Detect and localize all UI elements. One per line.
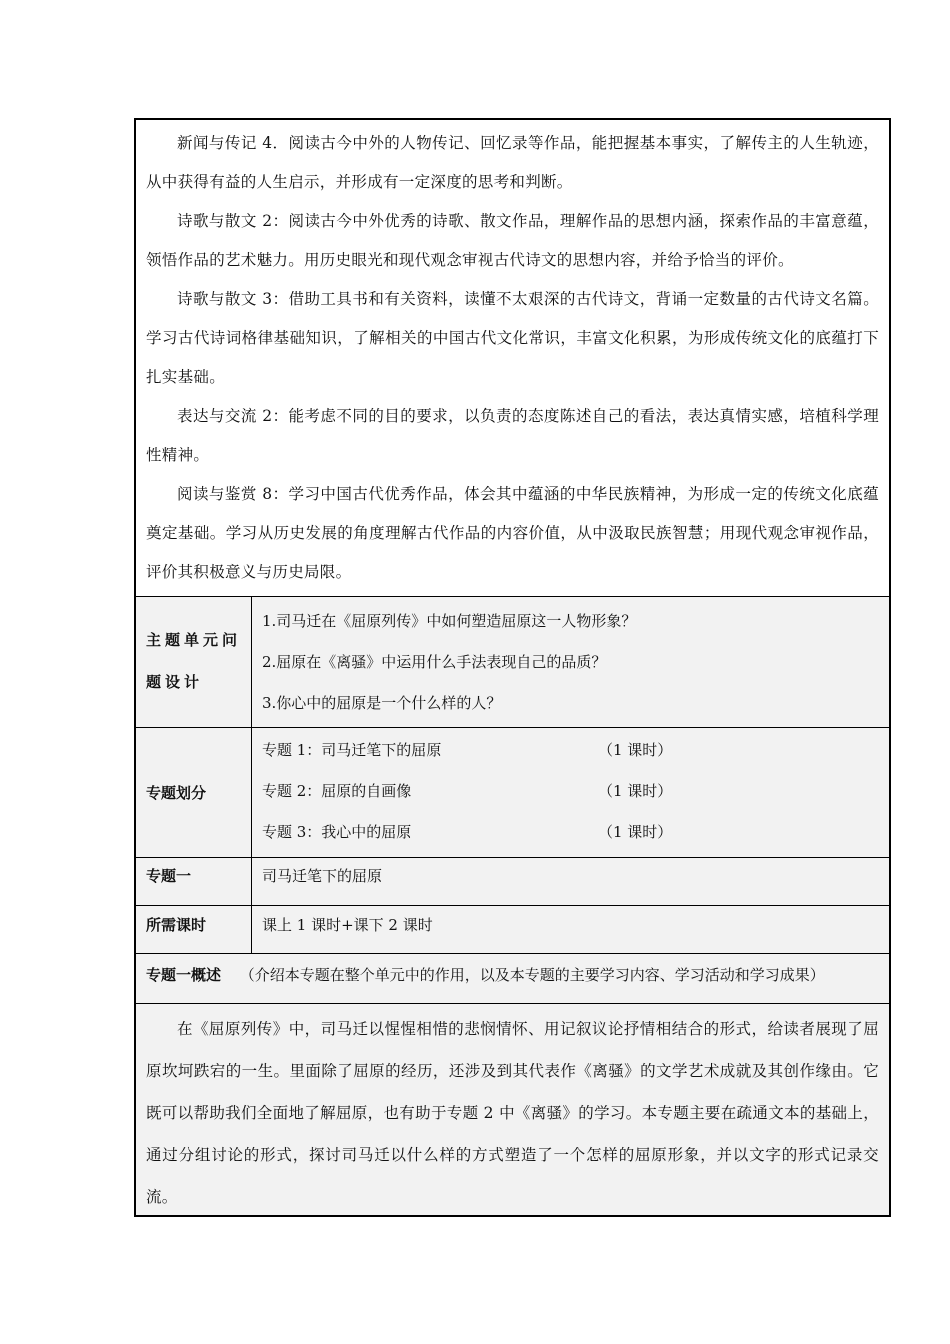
hours-row — [136, 905, 889, 953]
standard-paragraph: 表达与交流 2：能考虑不同的目的要求，以负责的态度陈述自己的看法，表达真情实感，培植科学理性精神。 — [146, 407, 879, 464]
overview-body-row — [136, 1003, 889, 1215]
topic-name: 专题 3：我心中的屈原 — [262, 823, 412, 841]
topic-item — [262, 812, 889, 853]
standard-paragraph: 新闻与传记 4．阅读古今中外的人物传记、回忆录等作品，能把握基本事实，了解传主的人生轨迹，从中获得有益的人生启示，并形成有一定深度的思考和判断。 — [146, 134, 879, 191]
question-item: 1.司马迁在《屈原列传》中如何塑造屈原这一人物形象？ — [262, 612, 637, 630]
topic-hours: （1 课时） — [598, 823, 673, 841]
topic-name: 专题 1：司马迁笔下的屈原 — [262, 741, 442, 759]
overview-body — [136, 1004, 889, 1215]
topics-row — [136, 727, 889, 857]
topic-hours: （1 课时） — [598, 782, 673, 800]
topic-one-row — [136, 857, 889, 905]
overview-header — [136, 954, 835, 1003]
topic-item — [262, 730, 889, 771]
question-item: 3.你心中的屈原是一个什么样的人？ — [262, 694, 502, 712]
questions-label: 主题单元问题设计 — [136, 597, 252, 727]
topic-hours: （1 课时） — [598, 741, 673, 759]
topics-label: 专题划分 — [136, 728, 252, 857]
hours-label: 所需课时 — [136, 906, 252, 953]
topics-list — [252, 728, 889, 857]
topic-one-value: 司马迁笔下的屈原 — [262, 867, 383, 885]
topic-name: 专题 2：屈原的自画像 — [262, 782, 412, 800]
lesson-plan-table — [134, 118, 891, 1217]
standard-paragraph: 阅读与鉴赏 8：学习中国古代优秀作品，体会其中蕴涵的中华民族精神，为形成一定的传统文化底蕴奠定基础。学习从历史发展的角度理解古代作品的内容价值，从中汲取民族智慧；用现代观念审视作品，评价其积极意义与历史局限。 — [146, 485, 879, 581]
topic-one-label: 专题一 — [136, 858, 252, 905]
questions-row — [136, 596, 889, 727]
overview-header-row — [136, 953, 889, 1003]
overview-paragraph: 在《屈原列传》中，司马迁以惺惺相惜的悲悯情怀、用记叙议论抒情相结合的形式，给读者展现了屈原坎坷跌宕的一生。里面除了屈原的经历，还涉及到其代表作《离骚》的文学艺术成就及其创作缘由。它既可以帮助我们全面地了解屈原，也有助于专题 2 中《离骚》的学习。本专题主要在疏通文本的基础上，通过分组讨论的形式，探讨司马迁以什么样的方式塑造了一个怎样的屈原形象，并以文字的形式记录交流。 — [146, 1020, 879, 1206]
overview-label: 专题一概述 — [146, 966, 222, 984]
standard-paragraph: 诗歌与散文 2：阅读古今中外优秀的诗歌、散文作品，理解作品的思想内涵，探索作品的丰富意蕴，领悟作品的艺术魅力。用历史眼光和现代观念审视古代诗文的思想内容，并给予恰当的评价。 — [146, 212, 879, 269]
questions-list — [252, 597, 889, 727]
topic-item — [262, 771, 889, 812]
standards-row — [136, 120, 889, 596]
overview-note: （介绍本专题在整个单元中的作用，以及本专题的主要学习内容、学习活动和学习成果） — [239, 966, 825, 984]
question-item: 2.屈原在《离骚》中运用什么手法表现自己的品质？ — [262, 653, 607, 671]
curriculum-standards — [136, 120, 889, 596]
standard-paragraph: 诗歌与散文 3：借助工具书和有关资料，读懂不太艰深的古代诗文，背诵一定数量的古代诗文名篇。学习古代诗词格律基础知识，了解相关的中国古代文化常识，丰富文化积累，为形成传统文化的底蕴打下扎实基础。 — [146, 290, 879, 386]
hours-value: 课上 1 课时+课下 2 课时 — [262, 916, 433, 934]
